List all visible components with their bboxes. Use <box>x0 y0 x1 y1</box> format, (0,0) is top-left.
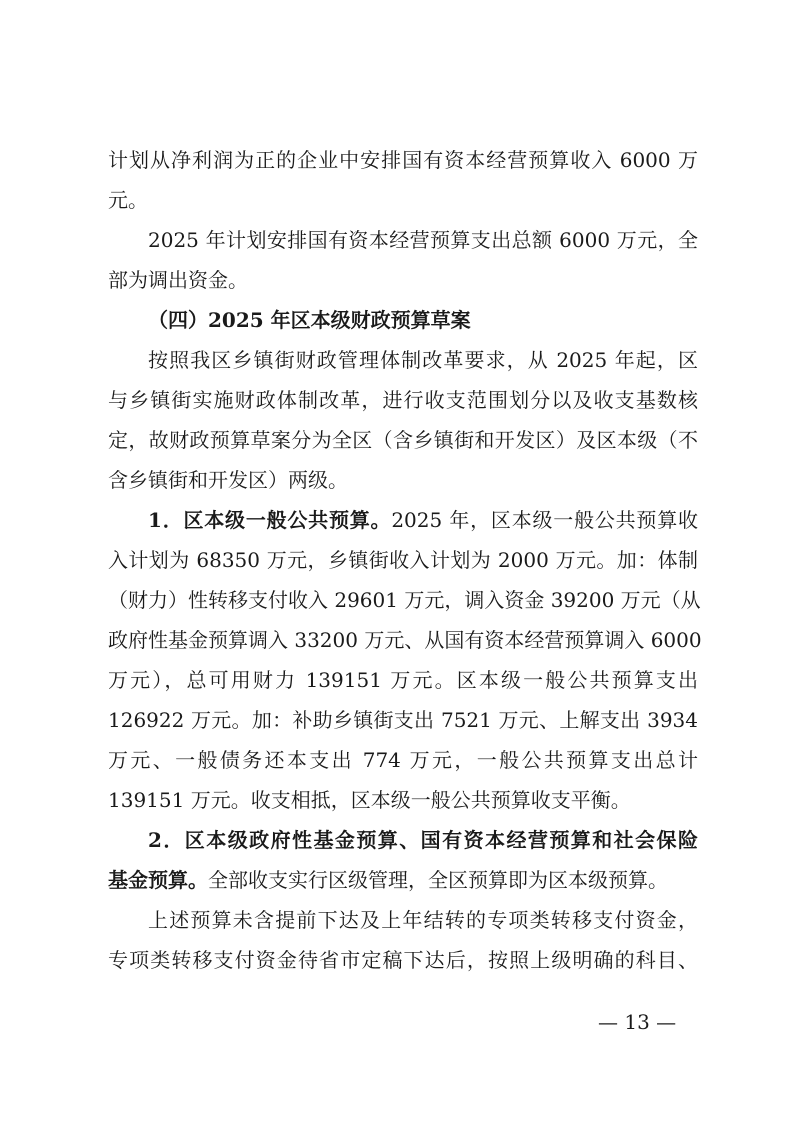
body-text-line: 上述预算未含提前下达及上年结转的专项类转移支付资金， <box>148 908 698 932</box>
body-text-line: 2025 年计划安排国有资本经营预算支出总额 6000 万元，全 <box>148 228 698 252</box>
body-text-line: （财力）性转移支付收入 29601 万元，调入资金 39200 万元（从 <box>108 588 701 612</box>
body-text-line: 政府性基金预算调入 33200 万元、从国有资本经营预算调入 6000 <box>108 628 702 652</box>
subsection-1-first-line <box>148 500 698 540</box>
body-text-line: 部为调出资金。 <box>108 268 248 292</box>
subsection-1-title: 1．区本级一般公共预算。 <box>148 508 392 532</box>
body-text-line: 含乡镇街和开发区）两级。 <box>108 468 348 492</box>
body-text-line: 入计划为 68350 万元，乡镇街收入计划为 2000 万元。加：体制 <box>108 548 698 572</box>
body-text-line: 定，故财政预算草案分为全区（含乡镇街和开发区）及区本级（不 <box>108 428 698 452</box>
body-text-line: 专项类转移支付资金待省市定稿下达后，按照上级明确的科目、 <box>108 948 698 972</box>
subsection-2-title: 2．区本级政府性基金预算、国有资本经营预算和社会保险 <box>148 828 698 852</box>
subsection-2-title-end: 基金预算。 <box>108 868 208 892</box>
body-text-line: 139151 万元。收支相抵，区本级一般公共预算收支平衡。 <box>108 788 631 812</box>
body-text-line: 计划从净利润为正的企业中安排国有资本经营预算收入 6000 万 <box>108 148 698 172</box>
page-number: — 13 — <box>598 1010 677 1034</box>
body-text-line: 按照我区乡镇街财政管理体制改革要求，从 2025 年起，区 <box>148 348 698 372</box>
body-text-line: 元。 <box>108 188 148 212</box>
body-text-line: 与乡镇街实施财政体制改革，进行收支范围划分以及收支基数核 <box>108 388 698 412</box>
body-text-line: 126922 万元。加：补助乡镇街支出 7521 万元、上解支出 3934 <box>108 708 698 732</box>
subsection-2-text: 全部收支实行区级管理，全区预算即为区本级预算。 <box>208 868 668 892</box>
section-heading: （四）2025 年区本级财政预算草案 <box>148 308 471 332</box>
body-text-line: 万元、一般债务还本支出 774 万元，一般公共预算支出总计 <box>108 748 698 772</box>
subsection-1-text: 2025 年，区本级一般公共预算收 <box>391 508 698 532</box>
body-text-line: 万元），总可用财力 139151 万元。区本级一般公共预算支出 <box>108 668 698 692</box>
subsection-2-second-line <box>108 860 668 900</box>
